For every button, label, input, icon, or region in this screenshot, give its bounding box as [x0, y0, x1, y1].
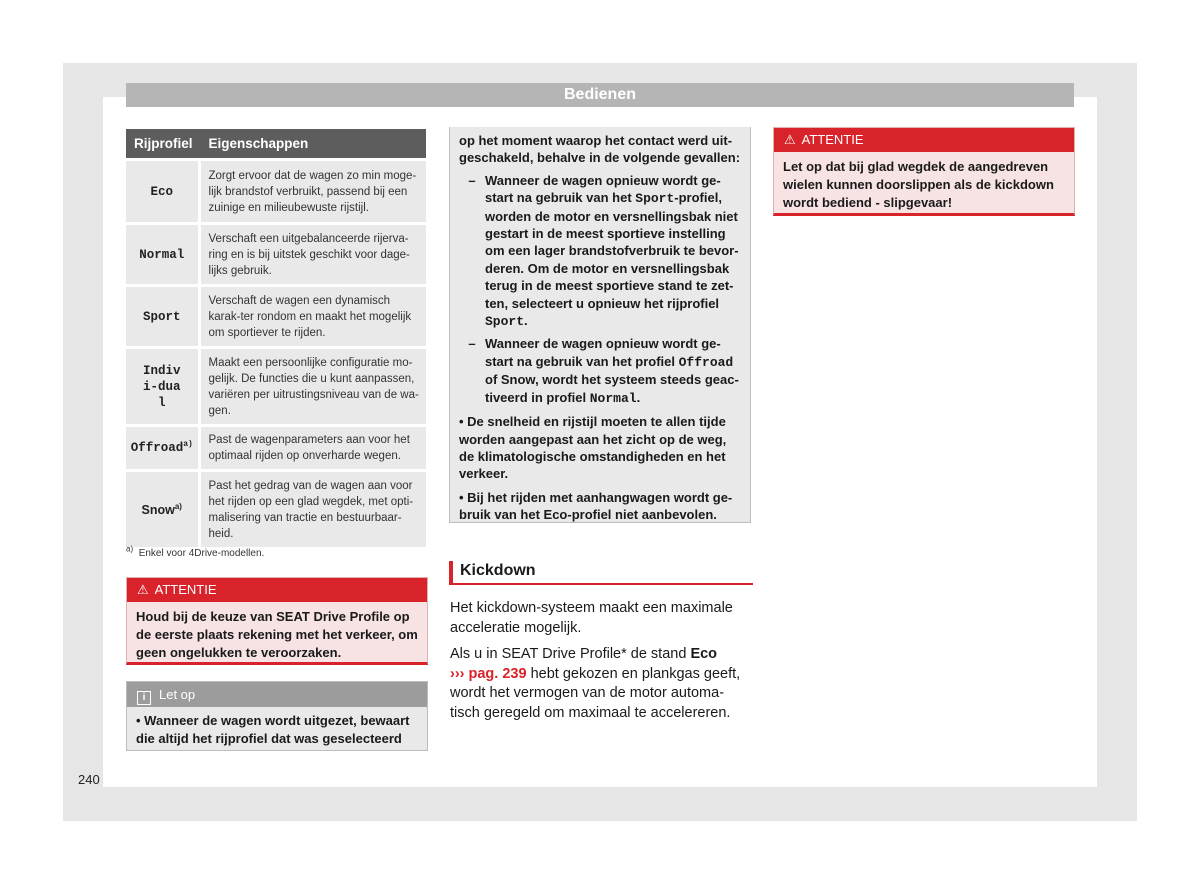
profile-name-text: Indivi-dual: [142, 363, 181, 410]
profile-description: Zorgt ervoor dat de wagen zo min moge-lijk brandstof verbruikt, passend bij een zuinige en milieubewuste rijstijl.: [201, 161, 426, 222]
warning-triangle-icon: ⚠: [784, 132, 796, 147]
warning-header: [774, 128, 1074, 152]
footnote-marker: a): [174, 501, 182, 511]
continuation-intro: op het moment waarop het contact werd uit-geschakeld, behalve in de volgende gevallen:: [459, 133, 741, 166]
footnote-text: Enkel voor 4Drive-modellen.: [138, 548, 265, 559]
bullet-item: • De snelheid en rijstijl moeten te allen tijde worden aangepast aan het zicht op de weg, de klimatologische omstandigheden en het verkeer.: [459, 414, 727, 482]
dash-marker: –: [468, 336, 476, 352]
warning-title: ATTENTIE: [154, 582, 217, 597]
kickdown-paragraph-2: Als u in SEAT Drive Profile* de stand Eco ››› pag. 239 hebt gekozen en plankgas geeft, wordt het vermogen van de motor automa-tisch geregeld om maximaal te accelereren.: [450, 646, 741, 721]
profile-name: [126, 161, 201, 222]
drive-profile-table: [126, 126, 426, 550]
kickdown-heading: [449, 561, 753, 585]
column-header-properties: Eigenschappen: [201, 129, 426, 158]
profile-name-text: Snow: [141, 502, 175, 517]
warning-text: Let op dat bij glad wegdek de aangedreven wielen kunnen doorslippen als de kickdown wordt bediend - slipgevaar!: [783, 159, 1054, 210]
list-item: [459, 172, 741, 331]
table-row: [126, 287, 426, 346]
profile-description: Verschaft een uitgebalanceerde rijerva-ring en is bij uitstek geschikt voor dage-lijks gebruik.: [201, 225, 426, 284]
note-text: • Wanneer de wagen wordt uitgezet, bewaart die altijd het rijprofiel dat was geselecteerd: [136, 713, 410, 746]
profile-name-text: Offroad: [130, 441, 184, 455]
profile-description: Verschaft de wagen een dynamisch karak-ter rondom en maakt het mogelijk om sportiever te rijden.: [201, 287, 426, 346]
table-row: [126, 349, 426, 424]
bullet-item: • Bij het rijden met aanhangwagen wordt ge-bruik van het Eco-profiel niet aanbevolen.: [459, 489, 733, 523]
profile-name: [126, 349, 201, 424]
note-box: [126, 681, 428, 751]
table-row: [126, 161, 426, 222]
table-row: [126, 225, 426, 284]
profile-name-text: Eco: [150, 184, 174, 199]
table-header-row: [126, 129, 426, 158]
column-header-profile: Rijprofiel: [126, 129, 201, 158]
note-title: Let op: [159, 687, 196, 702]
list-item-text: Wanneer de wagen opnieuw wordt ge-start na gebruik van het profiel Offroad of Snow, wordt het systeem steeds geac-tiveerd in profiel Normal.: [485, 336, 739, 406]
profile-name-text: Normal: [139, 247, 185, 262]
table-row: [126, 427, 426, 469]
note-continuation-box: [449, 127, 751, 523]
warning-text: Houd bij de keuze van SEAT Drive Profile op de eerste plaats rekening met het verkeer, om geen ongelukken te veroorzaken.: [136, 609, 418, 660]
kickdown-paragraph-1: Het kickdown-systeem maakt een maximale acceleratie mogelijk.: [450, 600, 733, 636]
info-icon: i: [137, 691, 151, 705]
profile-name: [126, 472, 201, 547]
profile-name: [126, 225, 201, 284]
profile-name: [126, 287, 201, 346]
section-header: Bedienen: [126, 83, 1074, 107]
footnote-marker: a): [183, 439, 193, 449]
warning-box-right: [773, 127, 1075, 216]
warning-header: [127, 578, 427, 602]
note-text-content: Wanneer de wagen wordt uitgezet, bewaart die altijd het rijprofiel dat was geselecteerd: [136, 713, 410, 746]
warning-box-left: [126, 577, 428, 665]
table-footnote: [126, 544, 265, 559]
profile-description: Past de wagenparameters aan voor het optimaal rijden op onverharde wegen.: [201, 427, 426, 469]
page-reference-link[interactable]: ››› pag. 239: [450, 665, 527, 682]
footnote-mark: a): [126, 544, 134, 554]
kickdown-heading-text: Kickdown: [460, 562, 536, 579]
profile-name: [126, 427, 201, 469]
profile-description: Past het gedrag van de wagen aan voor het rijden op een glad wegdek, met opti-malisering van tractie en bestuurbaar-heid.: [201, 472, 426, 547]
note-header: [127, 682, 427, 707]
profile-name-text: Sport: [143, 309, 181, 324]
table-row: [126, 472, 426, 547]
warning-triangle-icon: ⚠: [137, 582, 149, 597]
profile-description: Maakt een persoonlijke configuratie mo-gelijk. De functies die u kunt aanpassen, variëren per uitrustingsniveau van de wa-gen.: [201, 349, 426, 424]
list-item-text: Wanneer de wagen opnieuw wordt ge-start na gebruik van het Sport-profiel, worden de motor en versnellingsbak niet gestart in de meest sportieve instelling om een lager brandstofverbruik te bevor-deren. Om de motor en versnellingsbak terug in de meest sportieve stand te zet-ten, selecteert u opnieuw het rijprofiel Sport.: [485, 172, 739, 330]
warning-title: ATTENTIE: [801, 132, 864, 147]
list-item: [459, 335, 741, 407]
page-number: 240: [78, 772, 100, 787]
dash-marker: –: [468, 172, 476, 188]
